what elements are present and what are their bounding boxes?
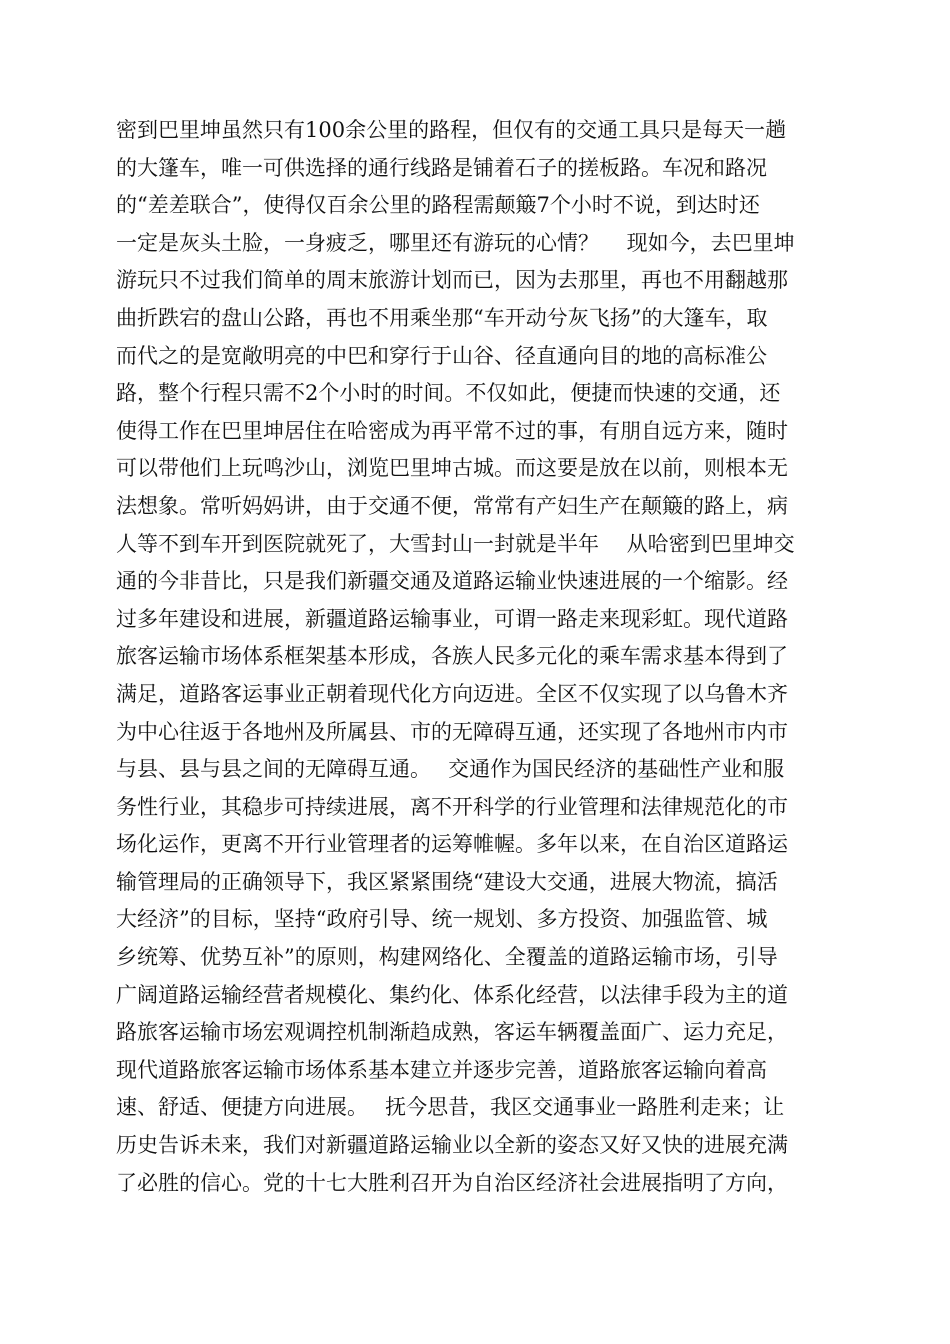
text-line: 路，整个行程只需不2个小时的时间。不仅如此，便捷而快速的交通，还 — [116, 381, 781, 406]
text-line: 一定是灰头土脸，一身疲乏，哪里还有游玩的心情？ 现如今，去巴里坤 — [116, 230, 795, 255]
text-line: 现代道路旅客运输市场体系基本建立并逐步完善，道路旅客运输向着高 — [116, 1057, 767, 1082]
text-line: 输管理局的正确领导下，我区紧紧围绕“建设大交通，进展大物流，搞活 — [116, 869, 778, 894]
text-line: 与县、县与县之间的无障碍互通。 交通作为国民经济的基础性产业和服 — [116, 757, 785, 782]
text-line: 满足，道路客运事业正朝着现代化方向迈进。全区不仅实现了以乌鲁木齐 — [116, 681, 788, 706]
text-line: 旅客运输市场体系框架基本形成，各族人民多元化的乘车需求基本得到了 — [116, 644, 788, 669]
text-line: 为中心往返于各地州及所属县、市的无障碍互通，还实现了各地州市内市 — [116, 719, 788, 744]
text-line: 的大篷车，唯一可供选择的通行线路是铺着石子的搓板路。车况和路况 — [116, 155, 767, 180]
text-line: 场化运作，更离不开行业管理者的运筹帷幄。多年以来，在自治区道路运 — [116, 832, 788, 857]
text-line: 人等不到车开到医院就死了，大雪封山一封就是半年 从哈密到巴里坤交 — [116, 531, 795, 556]
text-line: 务性行业，其稳步可持续进展，离不开科学的行业管理和法律规范化的市 — [116, 794, 788, 819]
text-line: 广阔道路运输经营者规模化、集约化、体系化经营，以法律手段为主的道 — [116, 982, 788, 1007]
text-line: 通的今非昔比，只是我们新疆交通及道路运输业快速进展的一个缩影。经 — [116, 569, 788, 594]
text-line: 曲折跌宕的盘山公路，再也不用乘坐那“车开动兮灰飞扬”的大篷车，取 — [116, 305, 768, 330]
text-line: 速、舒适、便捷方向进展。 抚今思昔，我区交通事业一路胜利走来；让 — [116, 1095, 785, 1120]
text-line: 历史告诉未来，我们对新疆道路运输业以全新的姿态又好又快的进展充满 — [116, 1133, 788, 1158]
text-line: 密到巴里坤虽然只有100余公里的路程，但仅有的交通工具只是每天一趟 — [116, 118, 787, 142]
text-line: 使得工作在巴里坤居住在哈密成为再平常不过的事，有朋自远方来，随时 — [116, 418, 788, 443]
body-text — [116, 112, 836, 1202]
text-line: 大经济”的目标，坚持“政府引导、统一规划、多方投资、加强监管、城 — [116, 907, 768, 932]
text-line: 乡统筹、优势互补”的原则，构建网络化、全覆盖的道路运输市场，引导 — [116, 945, 778, 970]
text-line: 法想象。常听妈妈讲，由于交通不便，常常有产妇生产在颠簸的路上，病 — [116, 493, 788, 518]
text-line: 路旅客运输市场宏观调控机制渐趋成熟，客运车辆覆盖面广、运力充足， — [116, 1020, 788, 1045]
text-line: 可以带他们上玩鸣沙山，浏览巴里坤古城。而这要是放在以前，则根本无 — [116, 456, 788, 481]
text-line: 的“差差联合”，使得仅百余公里的路程需颠簸7个小时不说，到达时还 — [116, 193, 760, 218]
text-line: 过多年建设和进展，新疆道路运输事业，可谓一路走来现彩虹。现代道路 — [116, 606, 788, 631]
text-line: 了必胜的信心。党的十七大胜利召开为自治区经济社会进展指明了方向， — [116, 1170, 788, 1195]
text-line: 而代之的是宽敞明亮的中巴和穿行于山谷、径直通向目的地的高标准公 — [116, 343, 767, 368]
text-line: 游玩只不过我们简单的周末旅游计划而已，因为去那里，再也不用翻越那 — [116, 268, 788, 293]
